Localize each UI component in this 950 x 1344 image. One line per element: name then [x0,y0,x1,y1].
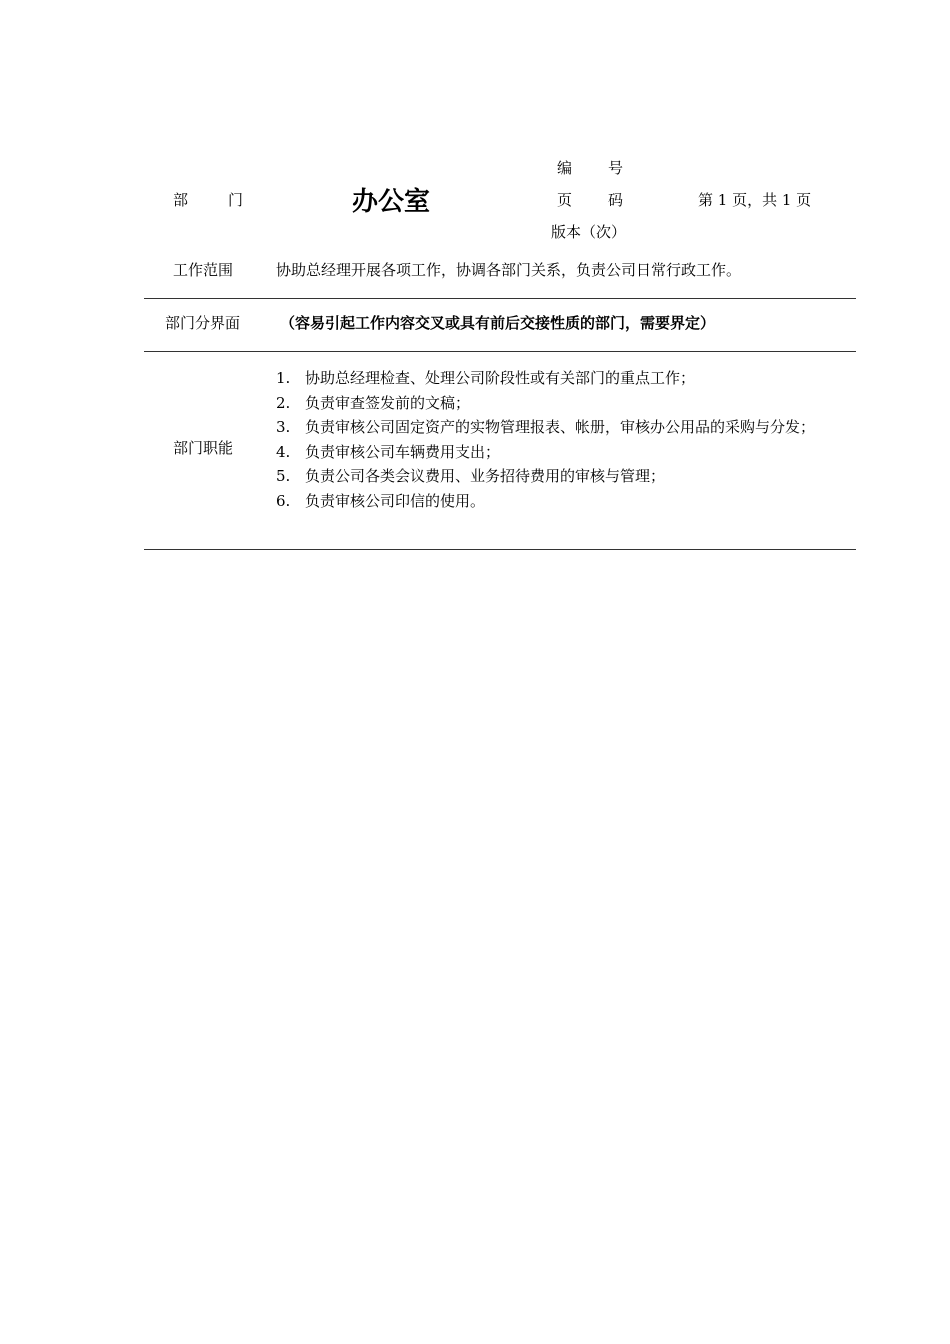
list-item-text: 负责公司各类会议费用、业务招待费用的审核与管理； [305,467,666,485]
department-label-char-1: 部 [173,191,189,209]
list-item [276,464,851,489]
list-item-text: 负责审查签发前的文稿； [305,393,471,412]
list-item-text: 负责审核公司印信的使用。 [305,491,486,510]
list-item-text: 负责审核公司车辆费用支出； [305,442,501,461]
department-label [173,189,243,210]
department-interface-label: 部门分界面 [165,314,241,332]
work-scope-label: 工作范围 [173,261,234,279]
page-label-char-2: 码 [607,191,623,209]
department-functions-label: 部门职能 [173,439,234,457]
department-name: 办公室 [352,187,431,217]
department-label-char-2: 门 [227,191,243,209]
list-item-number: 1. [276,369,291,387]
list-item-text: 协助总经理检查、处理公司阶段性或有关部门的重点工作； [305,369,696,387]
list-item [276,415,851,440]
list-item-number: 5. [276,467,291,485]
table-divider [144,351,856,352]
department-interface-text: （容易引起工作内容交叉或具有前后交接性质的部门，需要界定） [280,314,716,332]
code-label-char-2: 号 [607,159,623,177]
list-item-number: 6. [276,491,291,510]
code-label-char-1: 编 [557,159,573,177]
page-label [557,189,623,210]
list-item [276,440,851,465]
table-divider [144,549,856,550]
code-label [557,157,623,178]
list-item-number: 3. [276,418,291,436]
table-divider [144,298,856,299]
page-info: 第 1 页，共 1 页 [698,191,812,209]
list-item-number: 4. [276,442,291,461]
department-functions-list [276,366,851,513]
list-item-number: 2. [276,393,291,412]
list-item-text: 负责审核公司固定资产的实物管理报表、帐册，审核办公用品的采购与分发； [305,418,816,436]
version-label: 版本（次） [551,223,627,241]
page-label-char-1: 页 [557,191,573,209]
list-item [276,489,851,514]
list-item [276,366,851,391]
list-item [276,391,851,416]
work-scope-text: 协助总经理开展各项工作，协调各部门关系，负责公司日常行政工作。 [276,261,742,279]
